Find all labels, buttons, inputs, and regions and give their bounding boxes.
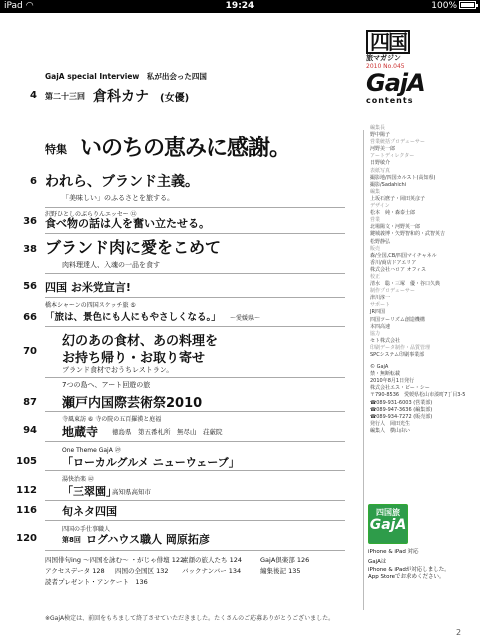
toc-item-title[interactable]: 「ローカルグルメ ニューウェーブ」: [62, 456, 240, 469]
status-carrier: iPad ◠: [4, 1, 34, 11]
toc-page-number: 70: [23, 346, 37, 357]
column-divider: [363, 130, 364, 610]
status-bar: [0, 0, 480, 13]
status-time: 19:24: [225, 1, 255, 11]
misc-item[interactable]: 四国俳句ing 〜四国を詠む〜 ・がじゃ俳壇 122: [45, 556, 185, 564]
toc-item-title[interactable]: ブランド肉に愛をこめて: [45, 238, 222, 257]
interview-series: 第二十三回: [45, 92, 85, 101]
toc-item-title[interactable]: 幻のあの食材、あの料理を: [62, 334, 219, 349]
divider: [45, 550, 345, 551]
toc-item-title[interactable]: 四国 お米党宣言!: [45, 281, 131, 294]
misc-item[interactable]: 編集後記 135: [260, 567, 301, 575]
credit-block: 印刷データ制作・品質管理 SPCシステム印刷事業部: [370, 344, 431, 358]
toc-page-number: 66: [23, 312, 37, 323]
logo-brand: GajA: [366, 69, 425, 97]
wifi-icon: ◠: [25, 1, 34, 11]
misc-item[interactable]: GajA倶楽部 126: [260, 556, 310, 564]
divider: [45, 233, 345, 234]
divider: [45, 377, 345, 378]
credit-block: デザイン 松本 純・森泰士郎: [370, 203, 416, 217]
misc-item[interactable]: 四国の全国区 132: [115, 567, 169, 575]
logo-subtitle: 旅マガジン: [366, 54, 401, 62]
toc-item-title-2[interactable]: お持ち帰り・お取り寄せ: [62, 351, 206, 366]
divider: [45, 297, 345, 298]
toc-item-title[interactable]: ログハウス職人 岡原拓彦: [86, 533, 210, 546]
toc-item-tail: 〜愛媛県〜: [230, 315, 261, 322]
credit-block: アートディレクター 日野敏介: [370, 153, 415, 167]
divider: [45, 326, 345, 327]
page-number: 2: [456, 628, 462, 637]
toc-item-title[interactable]: 「旅は、景色にも人にもやさしくなる。」: [45, 312, 221, 323]
toc-item-title[interactable]: 瀬戸内国際芸術祭2010: [62, 396, 203, 411]
logo-issue: 2010 No.045: [366, 63, 405, 70]
toc-page-number: 105: [16, 456, 37, 467]
toc-page-number: 87: [23, 397, 37, 408]
toc-page-number: 116: [16, 505, 37, 516]
credit-block: 営業 北場陽文・河野英一郎 鍵城義博・矢野智和的・武智英吉 松野静弘: [370, 217, 446, 245]
toc-item-sub: 沢野ひとしのぶらりんエッセー ⑫: [45, 211, 137, 218]
toc-page-number: 38: [23, 244, 37, 255]
toc-item-sub: 寺風東訪 ⑥ 寺の院の五百羅漢と庭福: [62, 416, 162, 423]
toc-item-sub: ブランド食材でおうちレストラン。: [62, 366, 174, 374]
contents-label: contents: [366, 96, 414, 105]
toc-item-title[interactable]: 食べ物の話は人を奮い立たせる。: [45, 217, 210, 230]
app-notice: GajAは iPhone & iPadが対応しました。 App Storeでお求めください。: [368, 559, 450, 580]
publisher-info: © GajA 禁・無断転載 2010年8月1日発行 株式会社エス・ピー・シー 〒790-8536 愛媛県松山市湊町7丁目3-5 ☎089-931-6003 (営業部) ☎089-947-3636 (編集部) ☎089-934-7272 (販売部) 発行人 岡田光生 編集人 横山由い: [370, 364, 466, 434]
toc-page-number: 94: [23, 425, 37, 436]
toc-item-sub: 湯快治楽 ㊷: [62, 476, 94, 483]
credit-block: 制作プロデューサー 津川淳一: [370, 288, 415, 302]
toc-item-sub: 橋本シャーンの四国スケッチ旅 ⑤: [45, 302, 136, 309]
credit-block: 協力 セト株式会社: [370, 330, 401, 344]
divider: [45, 273, 345, 274]
toc-item-sub: 7つの島へ、アート回遊の旅: [62, 381, 151, 389]
toc-page-number: 4: [30, 90, 37, 101]
toc-item-title[interactable]: 地蔵寺: [62, 425, 99, 439]
feature-label: 特集: [45, 143, 67, 156]
divider: [45, 470, 345, 471]
credits-column: [370, 125, 470, 435]
badge-caption: iPhone & iPad 対応: [368, 549, 419, 555]
toc-item-title[interactable]: 旬ネタ四国: [62, 505, 117, 518]
toc-item-sub: 「美味しい」のふるさとを旅する。: [62, 194, 174, 202]
misc-item[interactable]: アクセスデータ 128: [45, 567, 105, 575]
footnote: ※GajA検定は、前回をもちまして終了させていただきました。たくさんのご応募ありがとうございました。: [45, 615, 335, 622]
toc-item-title[interactable]: 「三翠園」: [62, 485, 117, 498]
status-battery: 100%: [431, 0, 476, 13]
contents-page: [0, 13, 480, 640]
interview-header: GajA special Interview 私が出会った四国: [45, 72, 207, 81]
credit-block: 校正 清水 聡・三塚 優・谷口久典: [370, 273, 441, 288]
toc-item-sub: One Theme GajA ㉙: [62, 447, 121, 454]
divider: [45, 411, 345, 412]
divider: [45, 207, 345, 208]
battery-icon: [459, 1, 476, 9]
credit-block: 編集 上坂石麿子・岡田英彦子: [370, 188, 426, 202]
toc-page-number: 112: [16, 485, 37, 496]
toc-page-number: 56: [23, 281, 37, 292]
interview-name[interactable]: 倉科カナ: [93, 89, 149, 105]
toc-item-sub: 四国の手仕事職人: [62, 526, 111, 533]
misc-item[interactable]: 読者プレゼント・アンケート 136: [45, 578, 148, 586]
logo-kanji: 四国: [366, 30, 410, 54]
credit-block: 販売 森/全国,CB/四国マイチャネル 香川/商店ドアエリア 株式会社ハロア オフィス: [370, 245, 437, 273]
credit-block: 表紙写真 撮影地/四国カルスト(高知県) 撮影/Sadahichi: [370, 167, 436, 188]
credit-block: 編集長 野中陽子: [370, 125, 391, 139]
toc-page-number: 120: [16, 533, 37, 544]
divider: [45, 520, 345, 521]
credit-block: 営業統括プロデューサー 河野美一郎: [370, 139, 425, 153]
toc-page-number: 6: [30, 176, 37, 187]
interview-role: (女優): [160, 93, 190, 104]
feature-title[interactable]: いのちの恵みに感謝。: [80, 136, 291, 161]
toc-item-tail: 高知県高知市: [112, 488, 151, 496]
divider: [45, 441, 345, 442]
misc-item[interactable]: バックナンバー 134: [182, 567, 242, 575]
toc-item-sub: 肉料理達人、入魂の一品を食す: [62, 261, 160, 269]
toc-item-tail: 徳島県 第五番札所 無尽山 荘厳院: [112, 428, 223, 436]
magazine-logo: [366, 30, 425, 105]
app-badge-icon[interactable]: 四国旅 GajA: [368, 504, 408, 544]
toc-page-number: 36: [23, 216, 37, 227]
misc-item[interactable]: 素顔の旅人たち 124: [182, 556, 242, 564]
toc-item-title[interactable]: われら、ブランド主義。: [45, 174, 199, 190]
toc-item-pre: 第8回: [62, 536, 81, 544]
credit-block: サポート JR四国 四国ツーリズム創造機構 本四高速: [370, 302, 425, 330]
divider: [45, 500, 345, 501]
